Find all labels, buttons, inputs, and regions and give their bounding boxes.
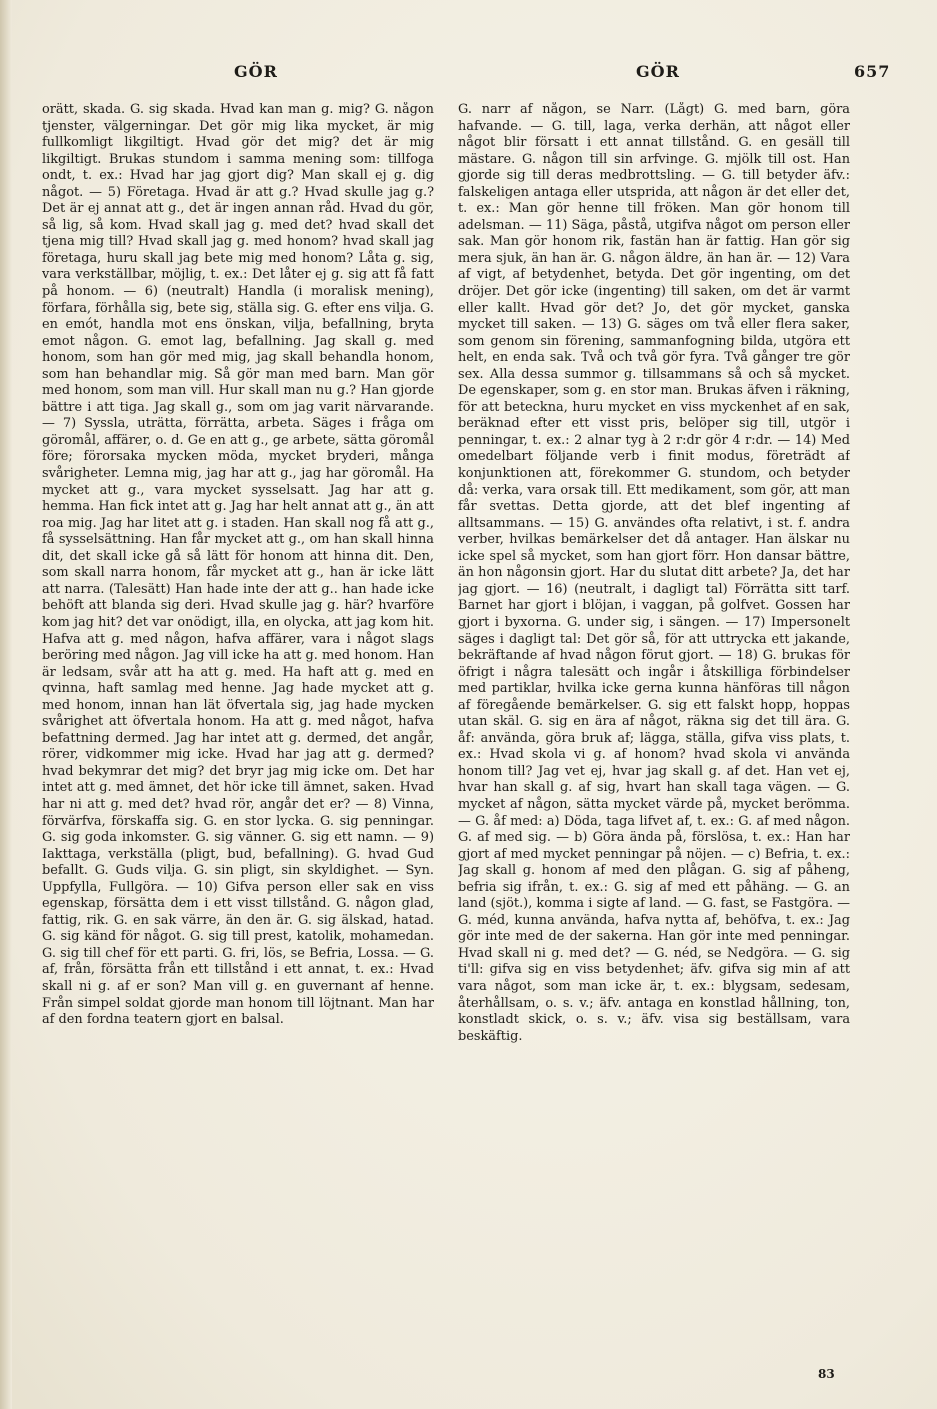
book-spine-shadow (0, 0, 12, 1409)
header-right-keyword: GÖR (636, 62, 680, 81)
page-header (0, 62, 937, 86)
page-number: 657 (854, 62, 891, 81)
signature-folio: 83 (818, 1367, 835, 1381)
right-column-text: G. narr af någon, se Narr. (Lågt) G. med barn, göra hafvande. — G. till, laga, verka derhän, att något eller något blir försatt i ett annat tillstånd. G. en gesäll till mästare. G. någon till sin arfvinge. G. mjölk till ost. Han gjorde sig till deras medbrottsling. — G. till betyder äfv.: falskeligen antaga eller utsprida, att någon är det eller det, t. ex.: Man gör henne till fröken. Man gör honom till adelsman. — 11) Säga, påstå, utgifva något om person eller sak. Man gör honom rik, fastän han är fattig. Han gör sig mera sjuk, än han är. G. någon äldre, än han är. — 12) Vara af vigt, af betydenhet, betyda. Det gör ingenting, om det dröjer. Det gör icke (ingenting) till saken, om det är varmt eller kallt. Hvad gör det? Jo, det gör mycket, ganska mycket till saken. — 13) G. säges om två eller flera saker, som genom sin förening, sammanfogning bilda, utgöra ett helt, en enda sak. Två och två gör fyra. Två gånger tre gör sex. Alla dessa summor g. tillsammans så och så mycket. De egenskaper, som g. en stor man. Brukas äfven i räkning, för att beteckna, huru mycket en viss myckenhet af en sak, beräknad efter ett visst pris, belöper sig till, utgör i penningar, t. ex.: 2 alnar tyg à 2 r:dr gör 4 r:dr. — 14) Med omedelbart följande verb i finit modus, företrädt af konjunktionen att, förekommer G. stundom, och betyder då: verka, vara orsak till. Ett medikament, som gör, att man får svettas. Detta gjorde, att det blef ingenting af alltsammans. — 15) G. användes ofta relativt, i st. f. andra verber, hvilkas bemärkelser det då antager. Han älskar nu icke spel så mycket, som han gjort förr. Hon dansar bättre, än hon någonsin gjort. Har du slutat ditt arbete? Ja, det har jag gjort. — 16) (neutralt, i dagligt tal) Förrätta sitt tarf. Barnet har gjort i blöjan, i vaggan, på golfvet. Gossen har gjort i byxorna. G. under sig, i sängen. — 17) Impersonelt säges i dagligt tal: Det gör så, för att uttrycka ett jakande, bekräftande af hvad någon förut gjort. — 18) G. brukas för öfrigt i några talesätt och ingår i åtskilliga förbindelser med partiklar, hvilka icke gerna kunna hänföras till någon af föregående bemärkelser. G. sig ett falskt hopp, hoppas utan skäl. G. sig en ära af något, räkna sig det till ära. G. åf: använda, göra bruk af; lägga, ställa, gifva viss plats, t. ex.: Hvad skola vi g. af honom? hvad skola vi använda honom till? Jag vet ej, hvar jag skall g. af det. Han vet ej, hvar han skall g. af sig, hvart han skall taga vägen. — G. mycket af någon, sätta mycket värde på, mycket berömma. — G. åf med: a) Döda, taga lifvet af, t. ex.: G. af med någon. G. af med sig. — b) Göra ända på, förslösa, t. ex.: Han har gjort af med mycket penningar på nöjen. — c) Befria, t. ex.: Jag skall g. honom af med den plågan. G. sig af påheng, befria sig ifrån, t. ex.: G. sig af med ett påhäng. — G. an land (sjöt.), komma i sigte af land. — G. fast, se Fastgöra. — G. méd, kunna använda, hafva nytta af, behöfva, t. ex.: Jag gör inte med de der sakerna. Han gör inte med penningar. Hvad skall ni g. med det? — G. néd, se Nedgöra. — G. sig ti'll: gifva sig en viss betydenhet; äfv. gifva sig min af att vara något, som man icke är, t. ex.: blygsam, sedesam, återhållsam, o. s. v.; äfv. antaga en konstlad hållning, ton, konstladt skick, o. s. v.; äfv. visa sig beställsam, vara beskäftig. (458, 102, 850, 1044)
right-column (458, 102, 850, 1342)
left-column (42, 102, 434, 1342)
left-column-text: orätt, skada. G. sig skada. Hvad kan man g. mig? G. någon tjenster, välgerningar. Det gör mig lika mycket, är mig fullkomligt likgiltigt. Hvad gör det mig? det är mig likgiltigt. Brukas stundom i samma mening som: tillfoga ondt, t. ex.: Hvad har jag gjort dig? Man skall ej g. dig något. — 5) Företaga. Hvad är att g.? Hvad skulle jag g.? Det är ej annat att g., det är ingen annan råd. Hvad du gör, så lig, så kom. Hvad skall jag g. med det? hvad skall det tjena mig till? Hvad skall jag g. med honom? hvad skall jag företaga, huru skall jag bete mig med honom? Låta g. sig, vara verkställbar, möjlig, t. ex.: Det låter ej g. sig att få fatt på honom. — 6) (neutralt) Handla (i moralisk mening), förfara, förhålla sig, bete sig, ställa sig. G. efter ens vilja. G. en emót, handla mot ens önskan, vilja, befallning, bryta emot någon. G. emot lag, befallning. Jag skall g. med honom, som han gör med mig, jag skall behandla honom, som han behandlar mig. Så gör man med barn. Man gör med honom, som man vill. Hur skall man nu g.? Han gjorde bättre i att tiga. Jag skall g., som om jag varit närvarande. — 7) Syssla, uträtta, förrätta, arbeta. Säges i fråga om göromål, affärer, o. d. Ge en att g., ge arbete, sätta göromål före; förorsaka mycken möda, mycket bryderi, många svårigheter. Lemna mig, jag har att g., jag har göromål. Ha mycket att g., vara mycket sysselsatt. Jag har att g. hemma. Han fick intet att g. Jag har helt annat att g., än att roa mig. Jag har litet att g. i staden. Han skall nog få att g., få sysselsättning. Han får mycket att g., om han skall hinna dit, det skall icke gå så lätt för honom att hinna dit. Den, som skall narra honom, får mycket att g., han är icke lätt att narra. (Talesätt) Han hade inte der att g.. han hade icke behöft att blanda sig deri. Hvad skulle jag g. här? hvarföre kom jag hit? det var onödigt, illa, en olycka, att jag kom hit. Hafva att g. med någon, hafva affärer, vara i något slags beröring med någon. Jag vill icke ha att g. med honom. Han är ledsam, svår att ha att g. med. Ha haft att g. med en qvinna, haft samlag med henne. Jag hade mycket att g. med honom, innan han lät öfvertala sig, jag hade mycken svårighet att öfvertala honom. Ha att g. med något, hafva befattning dermed. Jag har intet att g. dermed, det angår, rörer, vidkommer mig icke. Hvad har jag att g. dermed? hvad bekymrar det mig? det bryr jag mig icke om. Det har intet att g. med ämnet, det hör icke till ämnet, saken. Hvad har ni att g. med det? hvad rör, angår det er? — 8) Vinna, förvärfva, förskaffa sig. G. en stor lycka. G. sig penningar. G. sig goda inkomster. G. sig vänner. G. sig ett namn. — 9) Iakttaga, verkställa (pligt, bud, befallning). G. hvad Gud befallt. G. Guds vilja. G. sin pligt, sin skyldighet. — Syn. Uppfylla, Fullgöra. — 10) Gifva person eller sak en viss egenskap, försätta dem i ett visst tillstånd. G. någon glad, fattig, rik. G. en sak värre, än den är. G. sig älskad, hatad. G. sig känd för något. G. sig till prest, katolik, mohamedan. G. sig till chef för ett parti. G. fri, lös, se Befria, Lossa. — G. af, från, försätta från ett tillstånd i ett annat, t. ex.: Hvad skall ni g. af er son? Man vill g. en guvernant af henne. Från simpel soldat gjorde man honom till löjtnant. Man har af den fordna teatern gjort en balsal. (42, 102, 434, 1028)
header-left-keyword: GÖR (234, 62, 278, 81)
